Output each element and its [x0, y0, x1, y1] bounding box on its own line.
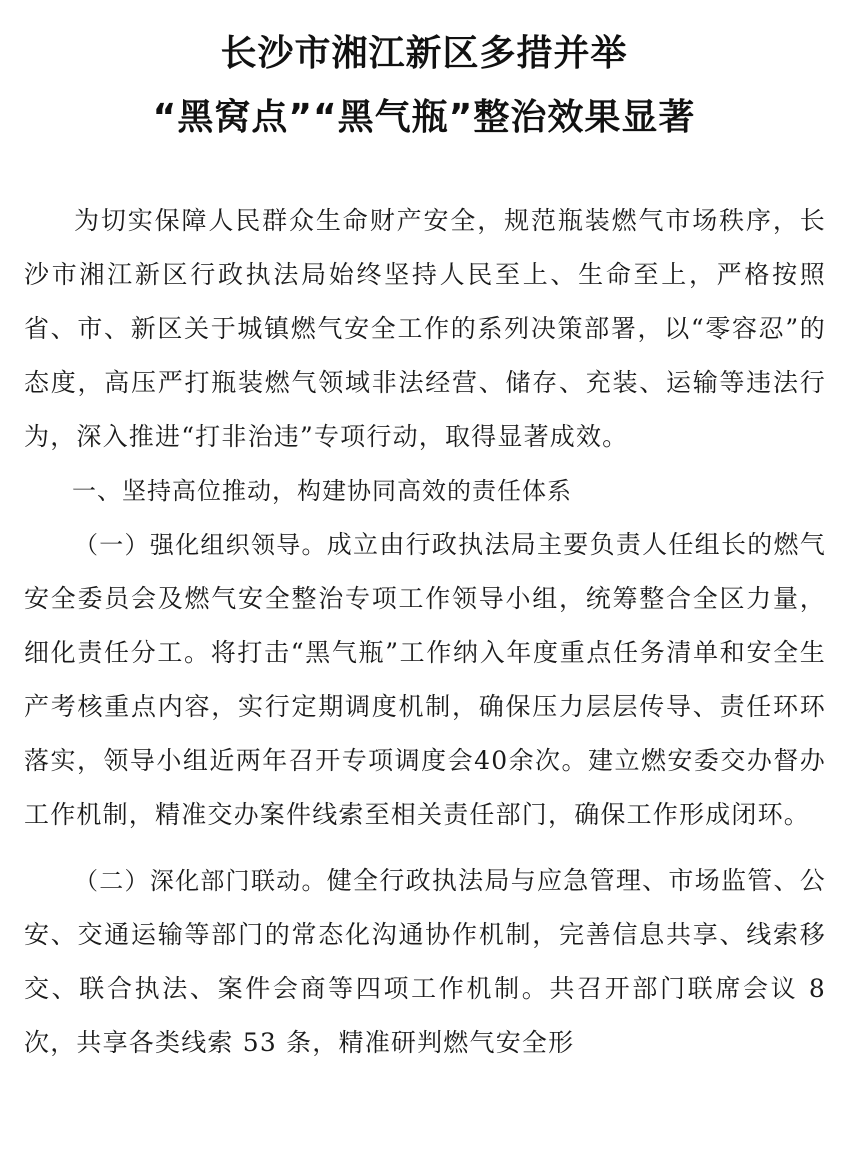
document-title-line-2: “黑窝点”“黑气瓶”整治效果显著	[152, 97, 696, 138]
intro-paragraph: 为切实保障人民群众生命财产安全，规范瓶装燃气市场秩序，长沙市湘江新区行政执法局始终坚持人民至上、生命至上，严格按照省、市、新区关于城镇燃气安全工作的系列决策部署，以“零容忍”的态度，高压严打瓶装燃气领域非法经营、储存、充装、运输等违法行为，深入推进“打非治违”专项行动，取得显著成效。	[24, 206, 826, 451]
subsection-2-heading: （二）深化部门联动。	[74, 867, 327, 895]
subsection-2-paragraph	[24, 854, 826, 1070]
subsection-2-text: 健全行政执法局与应急管理、市场监管、公安、交通运输等部门的常态化沟通协作机制，完善信息共享、线索移交、联合执法、案件会商等四项工作机制。共召开部门联席会议 8 次，共享各类线索 53 条，精准研判燃气安全形	[24, 866, 826, 1057]
document-title-line-1: 长沙市湘江新区多措并举	[220, 33, 628, 74]
subsection-1-paragraph	[24, 518, 826, 842]
subsection-1-text: 成立由行政执法局主要负责人任组长的燃气安全委员会及燃气安全整治专项工作领导小组，统筹整合全区力量，细化责任分工。将打击“黑气瓶”工作纳入年度重点任务清单和安全生产考核重点内容，实行定期调度机制，确保压力层层传导、责任环环落实，领导小组近两年召开专项调度会40余次。建立燃安委交办督办工作机制，精准交办案件线索至相关责任部门，确保工作形成闭环。	[24, 530, 826, 829]
section-1-heading: 一、坚持高位推动，构建协同高效的责任体系	[72, 477, 572, 505]
subsection-1-heading: （一）强化组织领导。	[74, 531, 327, 559]
document-body	[24, 194, 826, 1070]
